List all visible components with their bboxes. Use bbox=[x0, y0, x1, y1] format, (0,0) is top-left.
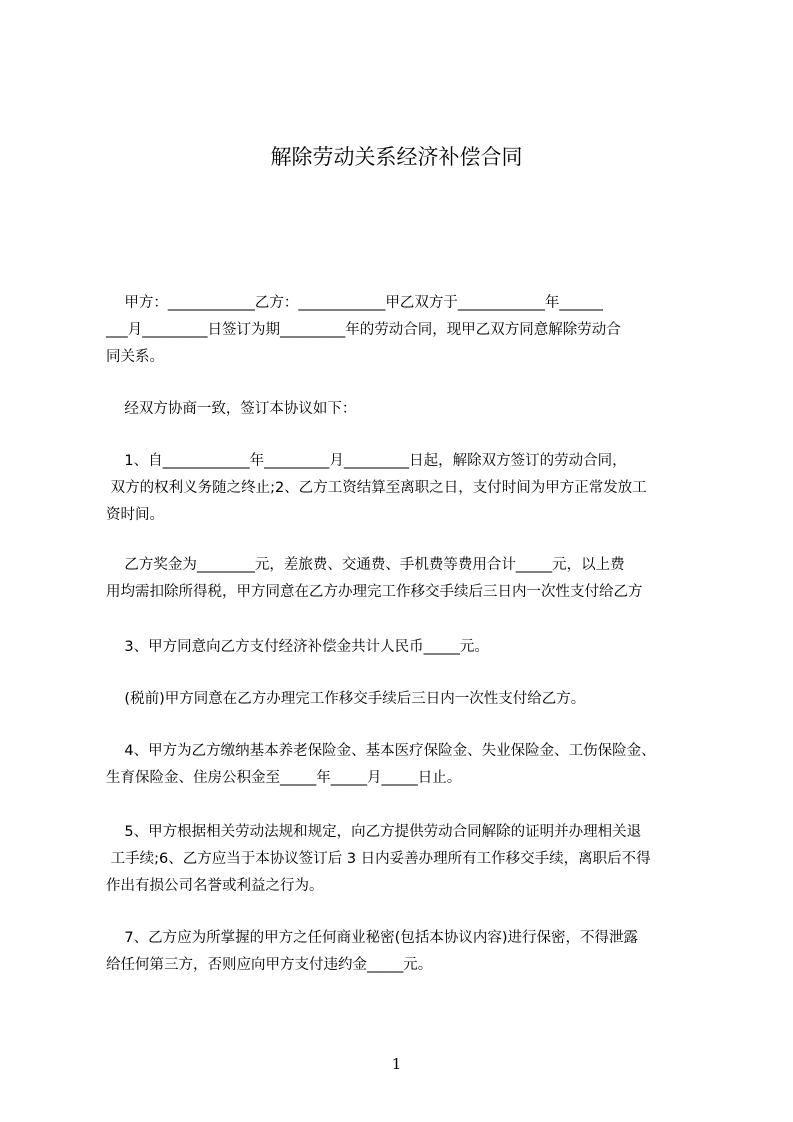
text-line: 5、甲方根据相关劳动法规和规定，向乙方提供劳动合同解除的证明并办理相关退 bbox=[106, 824, 642, 840]
text-line: 3、甲方同意向乙方支付经济补偿金共计人民币_____元。 bbox=[106, 639, 489, 655]
text-line: (税前)甲方同意在乙方办理完工作移交手续后三日内一次性支付给乙方。 bbox=[106, 691, 586, 707]
text-line: 工手续;6、乙方应当于本协议签订后 3 日内妥善办理所有工作移交手续，离职后不得 bbox=[106, 851, 651, 867]
text-line: 同关系。 bbox=[106, 349, 164, 365]
text-line: 经双方协商一致，签订本协议如下： bbox=[106, 401, 357, 417]
document-title: 解除劳动关系经济补偿合同 bbox=[270, 145, 523, 169]
text-line: 给任何第三方，否则应向甲方支付违约金_____元。 bbox=[106, 957, 433, 973]
paragraph-bonus-expenses bbox=[106, 552, 706, 606]
paragraph-agreement-intro bbox=[106, 396, 706, 423]
paragraph-clause-5-6 bbox=[106, 819, 706, 900]
text-line: 1、自____________年_________月_________日起，解除双方签订的劳动合同， bbox=[106, 453, 627, 469]
text-line: 7、乙方应为所掌握的甲方之任何商业秘密(包括本协议内容)进行保密，不得泄露 bbox=[106, 930, 638, 946]
paragraph-clause-4 bbox=[106, 738, 706, 792]
paragraph-pretax bbox=[106, 686, 706, 713]
text-line: 乙方奖金为________元，差旅费、交通费、手机费等费用合计_____元，以上费 bbox=[106, 557, 625, 573]
text-line: 作出有损公司名誉或利益之行为。 bbox=[106, 878, 324, 894]
paragraph-parties bbox=[106, 290, 706, 371]
page-number: 1 bbox=[391, 1055, 402, 1073]
text-line: 甲方：____________乙方：____________甲乙双方于____________年______ bbox=[106, 295, 603, 311]
paragraph-clause-3 bbox=[106, 634, 706, 661]
text-line: 用均需扣除所得税，甲方同意在乙方办理完工作移交手续后三日内一次性支付给乙方 bbox=[106, 584, 643, 600]
text-line: 双方的权利义务随之终止;2、乙方工资结算至离职之日，支付时间为甲方正常发放工 bbox=[106, 480, 647, 496]
text-line: 生育保险金、住房公积金至_____年_____月_____日止。 bbox=[106, 770, 462, 786]
paragraph-clause-1-2 bbox=[106, 448, 706, 529]
text-line: ___月_________日签订为期_________年的劳动合同，现甲乙双方同意解除劳动合 bbox=[106, 322, 621, 338]
text-line: 4、甲方为乙方缴纳基本养老保险金、基本医疗保险金、失业保险金、工伤保险金、 bbox=[106, 743, 656, 759]
text-line: 资时间。 bbox=[106, 507, 164, 523]
paragraph-clause-7 bbox=[106, 925, 706, 979]
